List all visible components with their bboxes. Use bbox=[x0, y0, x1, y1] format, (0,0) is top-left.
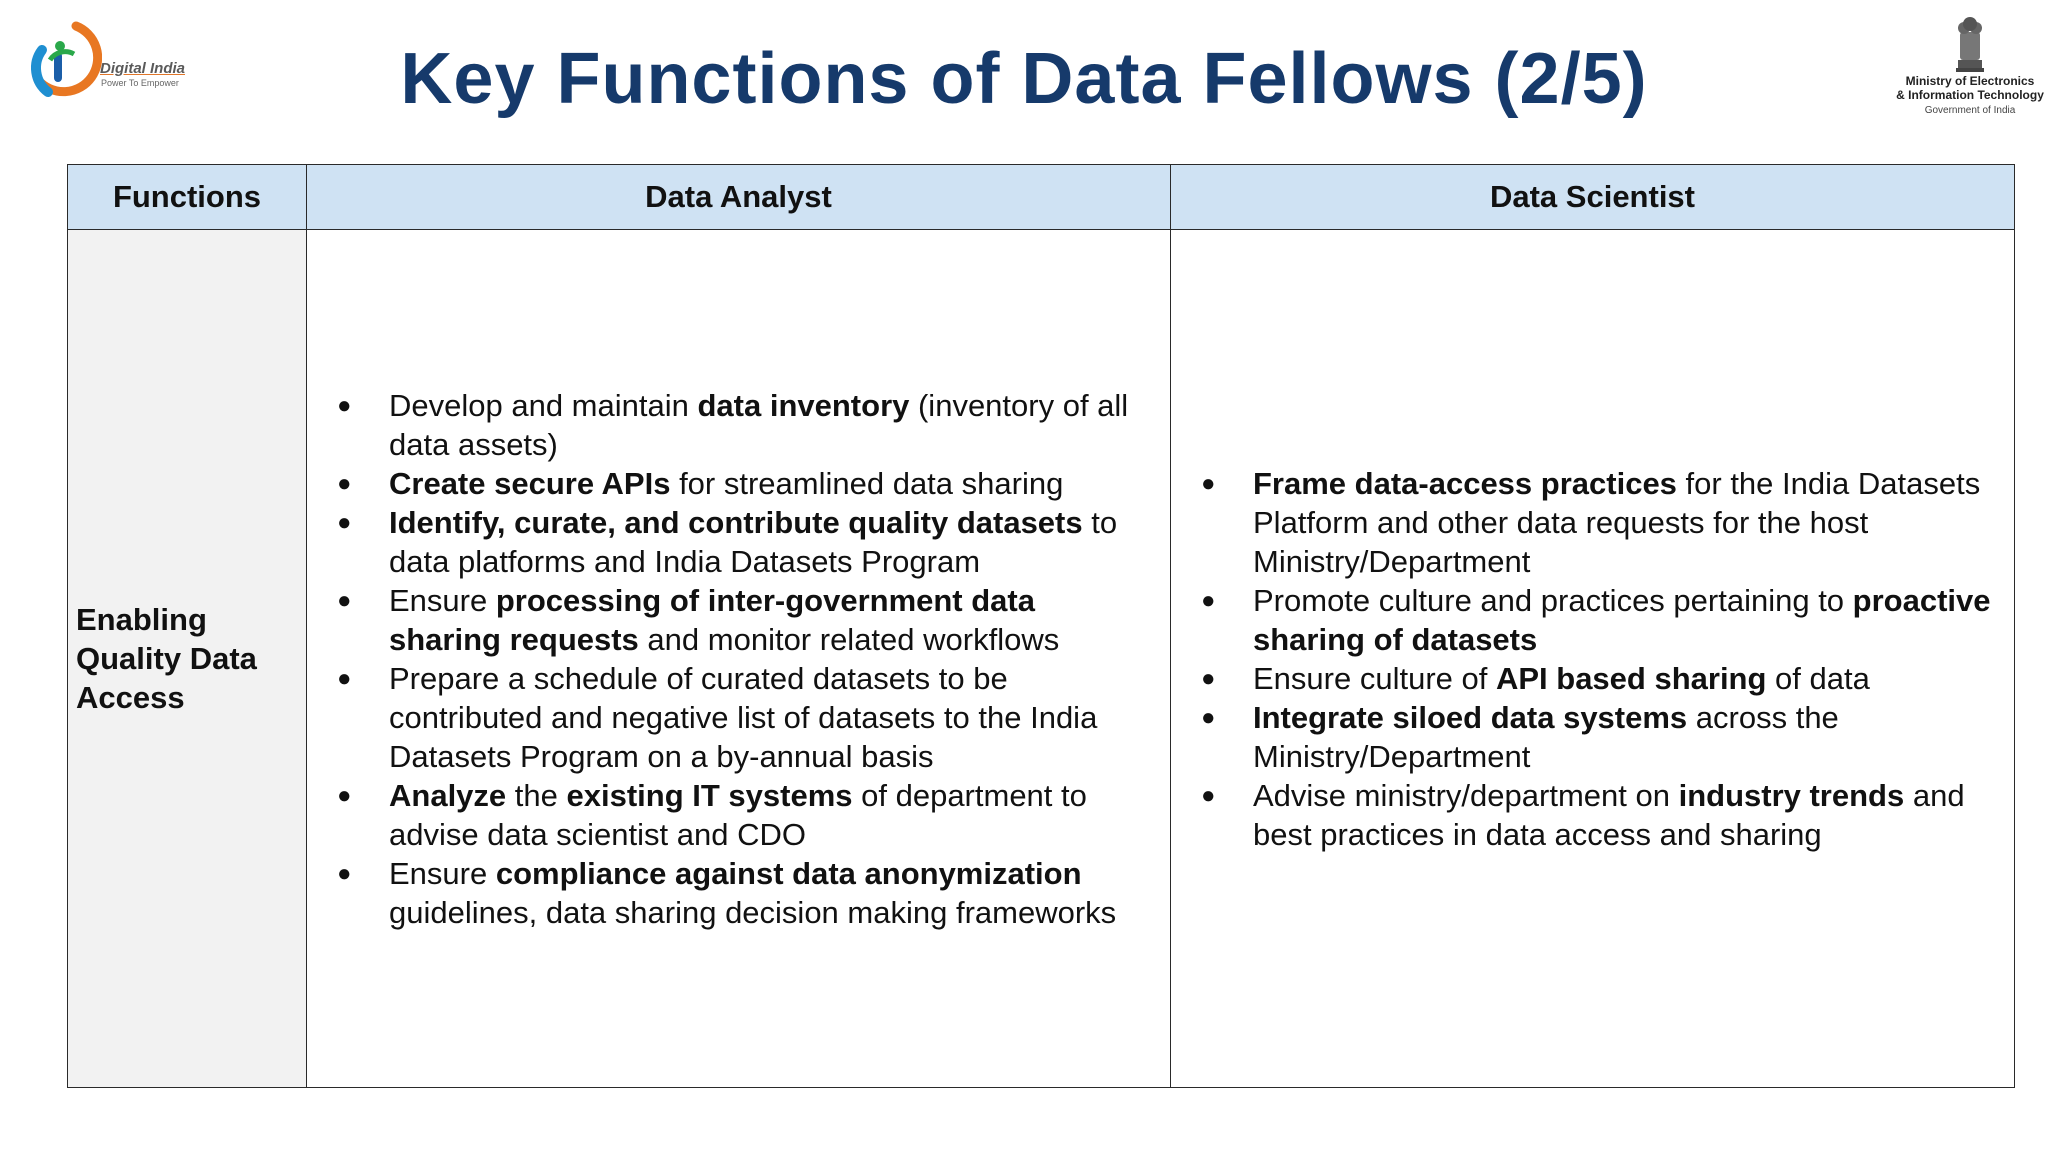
list-item bbox=[337, 464, 1152, 503]
ministry-logo bbox=[1895, 12, 2045, 132]
list-item-text: across the Ministry/Department bbox=[1253, 699, 1839, 774]
list-item-text: API based sharing bbox=[1495, 660, 1767, 696]
scientist-cell bbox=[1171, 230, 2015, 1088]
list-item-text: to data platforms and India Datasets Program bbox=[389, 504, 1118, 579]
list-item-text: Identify, curate, and contribute quality datasets bbox=[389, 504, 1083, 540]
list-item-text: for streamlined data sharing bbox=[670, 465, 1064, 501]
list-item bbox=[337, 581, 1152, 659]
government-label: Government of India bbox=[1924, 105, 2016, 116]
logo-brand-text: Digital India bbox=[100, 60, 186, 77]
list-item-text: Ensure bbox=[389, 582, 496, 618]
national-emblem-icon bbox=[1950, 12, 1990, 74]
list-item-text: the bbox=[506, 777, 567, 813]
list-item-text: Advise ministry/department on bbox=[1253, 777, 1679, 813]
list-item bbox=[1201, 776, 1996, 854]
list-item-text: Ensure culture of bbox=[1253, 660, 1496, 696]
list-item-text: and monitor related workflows bbox=[638, 621, 1060, 657]
logo-tagline: Power To Empower bbox=[101, 78, 179, 88]
list-item bbox=[337, 776, 1152, 854]
header-data-scientist: Data Scientist bbox=[1171, 165, 2015, 230]
list-item bbox=[337, 503, 1152, 581]
function-label: Enabling Quality Data Access bbox=[68, 230, 307, 1088]
list-item bbox=[1201, 659, 1996, 698]
list-item-text: and best practices in data access and sharing bbox=[1253, 777, 1965, 852]
list-item-text: Develop and maintain bbox=[389, 387, 698, 423]
list-item-text: (inventory of all data assets) bbox=[389, 387, 1129, 462]
list-item bbox=[1201, 581, 1996, 659]
list-item-text: processing of inter-government data sharing requests bbox=[389, 582, 1035, 657]
list-item-text: proactive sharing of datasets bbox=[1253, 582, 1991, 657]
list-item-text: for the India Datasets Platform and other data requests for the host Ministry/Department bbox=[1253, 465, 1981, 579]
table-row bbox=[68, 230, 2015, 1088]
list-item-text: of data bbox=[1766, 660, 1870, 696]
list-item-text: Frame data-access practices bbox=[1253, 465, 1677, 501]
scientist-bullet-list bbox=[1201, 464, 1996, 854]
list-item bbox=[1201, 464, 1996, 581]
header-data-analyst: Data Analyst bbox=[307, 165, 1171, 230]
ministry-name-line1: Ministry of Electronics bbox=[1905, 74, 2035, 88]
page-title: Key Functions of Data Fellows (2/5) bbox=[400, 39, 1648, 119]
list-item bbox=[1201, 698, 1996, 776]
list-item-text: compliance against data anonymization bbox=[495, 855, 1082, 891]
list-item-text: Create secure APIs bbox=[389, 465, 671, 501]
list-item-text: Prepare a schedule of curated datasets to be contributed and negative list of datasets to the India Datasets Program on a by-annual basis bbox=[389, 660, 1098, 774]
list-item-text: Promote culture and practices pertaining to bbox=[1253, 582, 1853, 618]
list-item-text: data inventory bbox=[697, 387, 910, 423]
list-item bbox=[337, 854, 1152, 932]
functions-table bbox=[67, 164, 2015, 1088]
header-functions: Functions bbox=[68, 165, 307, 230]
list-item-text: existing IT systems bbox=[566, 777, 853, 813]
list-item-text: guidelines, data sharing decision making frameworks bbox=[389, 894, 1117, 930]
list-item bbox=[337, 659, 1152, 776]
analyst-bullet-list bbox=[337, 386, 1152, 932]
list-item-text: Integrate siloed data systems bbox=[1253, 699, 1688, 735]
list-item-text: of department to advise data scientist and CDO bbox=[389, 777, 1087, 852]
table-header-row bbox=[68, 165, 2015, 230]
list-item-text: Analyze bbox=[389, 777, 507, 813]
ministry-name-line2: & Information Technology bbox=[1896, 88, 2044, 102]
list-item-text: industry trends bbox=[1678, 777, 1905, 813]
list-item bbox=[337, 386, 1152, 464]
list-item-text: Ensure bbox=[389, 855, 496, 891]
analyst-cell bbox=[307, 230, 1171, 1088]
